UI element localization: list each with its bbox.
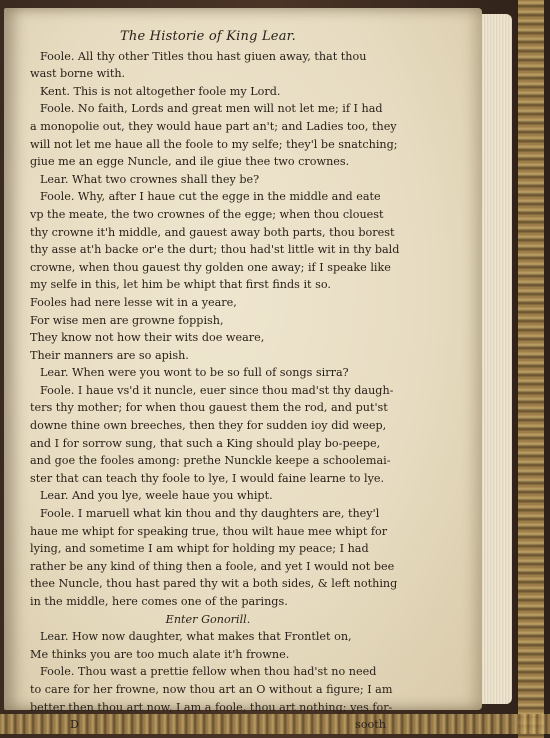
text-line: lying, and sometime I am whipt for holding my peace; I had xyxy=(30,542,369,556)
catchword: sooth xyxy=(355,718,386,732)
text-line: vp the meate, the two crownes of the egge; when thou clouest xyxy=(30,207,384,221)
text-line: a monopolie out, they would haue part an't; and Ladies too, they xyxy=(30,119,397,133)
text-line: Me thinks you are too much alate it'h frowne. xyxy=(30,647,290,661)
text-line: Foole. No faith, Lords and great men will not let me; if I had xyxy=(40,102,383,116)
text-line: my selfe in this, let him be whipt that first finds it so. xyxy=(30,278,331,292)
text-line: ster that can teach thy foole to lye, I would faine learne to lye. xyxy=(30,471,385,485)
page-text xyxy=(30,28,400,734)
text-line: giue me an egge Nuncle, and ile giue thee two crownes. xyxy=(30,155,350,169)
gilt-border-right xyxy=(518,0,544,738)
text-line: thy asse at'h backe or'e the durt; thou had'st little wit in thy bald xyxy=(30,243,400,257)
text-line: in the middle, here comes one of the parings. xyxy=(30,595,288,608)
text-line: and goe the fooles among: prethe Nunckle keepe a schoolemai- xyxy=(30,454,391,468)
text-line: better then thou art now, I am a foole, thou art nothing; yes for- xyxy=(30,700,393,714)
text-line: thy crowne it'h middle, and gauest away both parts, thou borest xyxy=(30,225,395,239)
text-line: thee Nuncle, thou hast pared thy wit a both sides, & left nothing xyxy=(30,577,398,591)
text-line: They know not how their wits doe weare, xyxy=(30,331,265,345)
text-line: wast borne with. xyxy=(30,67,126,81)
text-line: crowne, when thou gauest thy golden one away; if I speake like xyxy=(30,260,391,274)
text-line: Fooles had nere lesse wit in a yeare, xyxy=(30,295,237,309)
text-line: downe thine own breeches, then they for sudden ioy did weep, xyxy=(30,419,387,433)
text-lines xyxy=(30,48,400,717)
text-line: Foole. Thou wast a prettie fellow when thou had'st no need xyxy=(40,665,377,679)
text-line: Lear. When were you wont to be so full of songs sirra? xyxy=(40,366,349,380)
text-line: to care for her frowne, now thou art an O without a figure; I am xyxy=(30,682,393,696)
signature-mark: D xyxy=(70,718,79,732)
text-line: Foole. Why, after I haue cut the egge in the middle and eate xyxy=(40,190,381,204)
book-page xyxy=(4,8,482,732)
page-footer xyxy=(30,716,386,734)
text-line: For wise men are growne foppish, xyxy=(30,313,224,327)
text-line: Lear. How now daughter, what makes that Frontlet on, xyxy=(40,630,352,644)
stage-direction: Enter Gonorill. xyxy=(165,612,251,626)
text-line: Foole. I haue vs'd it nuncle, euer since thou mad'st thy daugh- xyxy=(40,383,394,397)
text-line: ters thy mother; for when thou gauest them the rod, and put'st xyxy=(30,401,388,415)
text-line: rather be any kind of thing then a foole, and yet I would not bee xyxy=(30,559,395,573)
text-line: Their manners are so apish. xyxy=(30,348,189,362)
text-line: will not let me haue all the foole to my selfe; they'l be snatching; xyxy=(30,137,398,151)
running-title: The Historie of King Lear. xyxy=(120,29,296,44)
text-line: Foole. I maruell what kin thou and thy daughters are, they'l xyxy=(40,507,380,521)
text-line: Lear. And you lye, weele haue you whipt. xyxy=(40,489,273,503)
text-line: haue me whipt for speaking true, thou wilt haue mee whipt for xyxy=(30,524,388,538)
text-line: Foole. All thy other Titles thou hast giuen away, that thou xyxy=(40,49,367,63)
text-line: Lear. What two crownes shall they be? xyxy=(40,172,260,186)
text-line: Kent. This is not altogether foole my Lord. xyxy=(40,84,281,98)
text-line: and I for sorrow sung, that such a King should play bo-peepe, xyxy=(30,436,381,450)
